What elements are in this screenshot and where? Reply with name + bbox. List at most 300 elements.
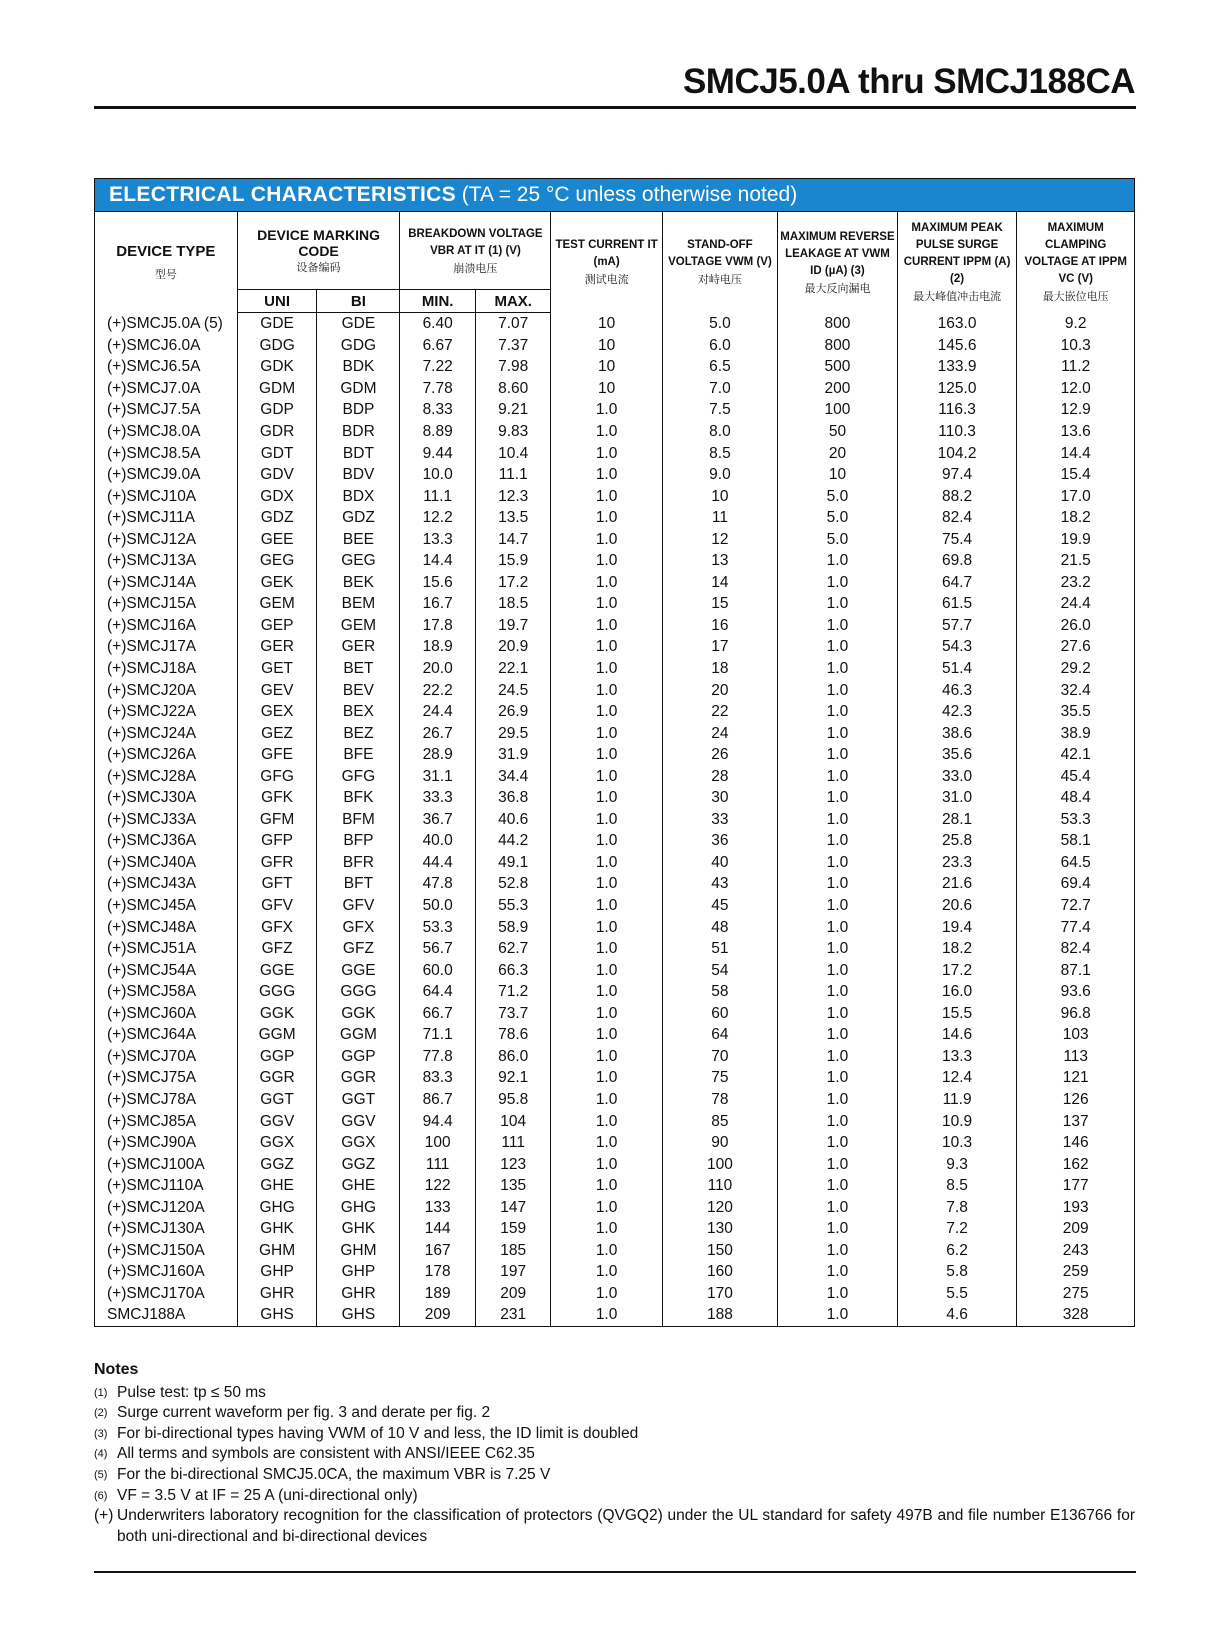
note-text: VF = 3.5 V at IF = 25 A (uni-directional only) bbox=[117, 1486, 418, 1504]
cell-marking-bi: BET bbox=[317, 658, 400, 680]
cell-marking-bi: BFK bbox=[317, 787, 400, 809]
cell-device-type: (+)SMCJ40A bbox=[95, 852, 238, 874]
cell-marking-uni: GDK bbox=[237, 356, 317, 378]
cell-device-type: (+)SMCJ7.0A bbox=[95, 378, 238, 400]
table-banner bbox=[94, 178, 1135, 211]
cell-standoff-voltage: 17 bbox=[662, 636, 777, 658]
cell-standoff-voltage: 85 bbox=[662, 1110, 777, 1132]
table-row bbox=[95, 916, 1135, 938]
cell-vbr-max: 7.37 bbox=[475, 335, 551, 357]
cell-device-type: (+)SMCJ130A bbox=[95, 1218, 238, 1240]
table-row bbox=[95, 959, 1135, 981]
cell-leakage: 1.0 bbox=[778, 981, 898, 1003]
cell-peak-pulse-current: 133.9 bbox=[897, 356, 1017, 378]
note-item bbox=[94, 1424, 1135, 1445]
table-row bbox=[95, 421, 1135, 443]
cell-vbr-max: 40.6 bbox=[475, 809, 551, 831]
cell-marking-uni: GEZ bbox=[237, 722, 317, 744]
cell-clamping-voltage: 21.5 bbox=[1017, 550, 1135, 572]
table-row bbox=[95, 615, 1135, 637]
cell-standoff-voltage: 40 bbox=[662, 852, 777, 874]
cell-marking-bi: BDK bbox=[317, 356, 400, 378]
cell-vbr-max: 12.3 bbox=[475, 485, 551, 507]
table-row bbox=[95, 507, 1135, 529]
cell-clamping-voltage: 35.5 bbox=[1017, 701, 1135, 723]
cell-leakage: 1.0 bbox=[778, 722, 898, 744]
note-item bbox=[94, 1403, 1135, 1424]
cell-device-type: (+)SMCJ28A bbox=[95, 765, 238, 787]
cell-test-current: 1.0 bbox=[551, 701, 662, 723]
cell-vbr-min: 11.1 bbox=[400, 485, 476, 507]
cell-clamping-voltage: 12.0 bbox=[1017, 378, 1135, 400]
cell-leakage: 1.0 bbox=[778, 959, 898, 981]
cell-marking-uni: GFE bbox=[237, 744, 317, 766]
cell-peak-pulse-current: 11.9 bbox=[897, 1089, 1017, 1111]
cell-vbr-max: 11.1 bbox=[475, 464, 551, 486]
table-row bbox=[95, 787, 1135, 809]
cell-test-current: 1.0 bbox=[551, 895, 662, 917]
cell-clamping-voltage: 26.0 bbox=[1017, 615, 1135, 637]
table-row bbox=[95, 1067, 1135, 1089]
cell-vbr-max: 9.21 bbox=[475, 399, 551, 421]
cell-marking-uni: GFR bbox=[237, 852, 317, 874]
cell-leakage: 1.0 bbox=[778, 1218, 898, 1240]
cell-leakage: 1.0 bbox=[778, 744, 898, 766]
cell-vbr-min: 7.22 bbox=[400, 356, 476, 378]
table-row bbox=[95, 335, 1135, 357]
cell-vbr-max: 209 bbox=[475, 1283, 551, 1305]
cell-leakage: 1.0 bbox=[778, 593, 898, 615]
cell-leakage: 10 bbox=[778, 464, 898, 486]
table-row bbox=[95, 485, 1135, 507]
cell-standoff-voltage: 15 bbox=[662, 593, 777, 615]
cell-vbr-min: 6.40 bbox=[400, 313, 476, 335]
cell-vbr-min: 28.9 bbox=[400, 744, 476, 766]
cell-marking-bi: GGK bbox=[317, 1003, 400, 1025]
cell-test-current: 1.0 bbox=[551, 507, 662, 529]
note-marker: (1) bbox=[94, 1386, 108, 1399]
cell-marking-uni: GDX bbox=[237, 485, 317, 507]
cell-test-current: 1.0 bbox=[551, 1304, 662, 1326]
cell-marking-uni: GHP bbox=[237, 1261, 317, 1283]
cell-device-type: (+)SMCJ100A bbox=[95, 1153, 238, 1175]
cell-leakage: 1.0 bbox=[778, 1261, 898, 1283]
table-row bbox=[95, 378, 1135, 400]
cell-standoff-voltage: 110 bbox=[662, 1175, 777, 1197]
cell-leakage: 1.0 bbox=[778, 1110, 898, 1132]
cell-device-type: (+)SMCJ160A bbox=[95, 1261, 238, 1283]
note-marker: (+) bbox=[94, 1507, 114, 1525]
cell-vbr-min: 40.0 bbox=[400, 830, 476, 852]
cell-standoff-voltage: 6.5 bbox=[662, 356, 777, 378]
cell-standoff-voltage: 130 bbox=[662, 1218, 777, 1240]
cell-marking-bi: GHG bbox=[317, 1196, 400, 1218]
cell-standoff-voltage: 51 bbox=[662, 938, 777, 960]
cell-clamping-voltage: 103 bbox=[1017, 1024, 1135, 1046]
cell-marking-uni: GEP bbox=[237, 615, 317, 637]
cell-peak-pulse-current: 97.4 bbox=[897, 464, 1017, 486]
table-row bbox=[95, 873, 1135, 895]
cell-marking-bi: GGP bbox=[317, 1046, 400, 1068]
cell-vbr-min: 7.78 bbox=[400, 378, 476, 400]
cell-marking-uni: GHM bbox=[237, 1240, 317, 1262]
cell-leakage: 1.0 bbox=[778, 636, 898, 658]
cell-vbr-min: 36.7 bbox=[400, 809, 476, 831]
characteristics-grid bbox=[94, 211, 1135, 1327]
cell-device-type: (+)SMCJ64A bbox=[95, 1024, 238, 1046]
table-row bbox=[95, 1261, 1135, 1283]
cell-peak-pulse-current: 18.2 bbox=[897, 938, 1017, 960]
cell-device-type: (+)SMCJ7.5A bbox=[95, 399, 238, 421]
cell-peak-pulse-current: 21.6 bbox=[897, 873, 1017, 895]
cell-test-current: 1.0 bbox=[551, 1110, 662, 1132]
cell-marking-uni: GET bbox=[237, 658, 317, 680]
cell-device-type: (+)SMCJ24A bbox=[95, 722, 238, 744]
cell-device-type: (+)SMCJ30A bbox=[95, 787, 238, 809]
cell-vbr-max: 58.9 bbox=[475, 916, 551, 938]
top-rule bbox=[94, 106, 1136, 109]
cell-test-current: 1.0 bbox=[551, 765, 662, 787]
cell-marking-uni: GGV bbox=[237, 1110, 317, 1132]
table-row bbox=[95, 572, 1135, 594]
cell-marking-uni: GGP bbox=[237, 1046, 317, 1068]
cell-clamping-voltage: 42.1 bbox=[1017, 744, 1135, 766]
cell-vbr-max: 15.9 bbox=[475, 550, 551, 572]
cell-leakage: 100 bbox=[778, 399, 898, 421]
cell-vbr-max: 26.9 bbox=[475, 701, 551, 723]
cell-marking-bi: GHE bbox=[317, 1175, 400, 1197]
header-device-type: DEVICE TYPE 型号 bbox=[95, 212, 238, 313]
cell-marking-bi: BFE bbox=[317, 744, 400, 766]
cell-test-current: 1.0 bbox=[551, 1067, 662, 1089]
cell-peak-pulse-current: 54.3 bbox=[897, 636, 1017, 658]
cell-vbr-max: 20.9 bbox=[475, 636, 551, 658]
cell-standoff-voltage: 70 bbox=[662, 1046, 777, 1068]
cell-device-type: (+)SMCJ51A bbox=[95, 938, 238, 960]
cell-clamping-voltage: 48.4 bbox=[1017, 787, 1135, 809]
cell-vbr-max: 17.2 bbox=[475, 572, 551, 594]
cell-peak-pulse-current: 33.0 bbox=[897, 765, 1017, 787]
cell-peak-pulse-current: 75.4 bbox=[897, 528, 1017, 550]
cell-test-current: 1.0 bbox=[551, 1261, 662, 1283]
cell-marking-bi: GGT bbox=[317, 1089, 400, 1111]
cell-vbr-min: 15.6 bbox=[400, 572, 476, 594]
cell-standoff-voltage: 9.0 bbox=[662, 464, 777, 486]
cell-marking-uni: GGT bbox=[237, 1089, 317, 1111]
cell-marking-bi: GGZ bbox=[317, 1153, 400, 1175]
cell-vbr-max: 49.1 bbox=[475, 852, 551, 874]
cell-vbr-max: 66.3 bbox=[475, 959, 551, 981]
table-row bbox=[95, 1046, 1135, 1068]
cell-vbr-max: 24.5 bbox=[475, 679, 551, 701]
cell-vbr-max: 123 bbox=[475, 1153, 551, 1175]
document-title: SMCJ5.0A thru SMCJ188CA bbox=[682, 62, 1135, 101]
cell-marking-uni: GFT bbox=[237, 873, 317, 895]
bottom-rule bbox=[94, 1571, 1136, 1573]
cell-marking-uni: GHK bbox=[237, 1218, 317, 1240]
cell-peak-pulse-current: 116.3 bbox=[897, 399, 1017, 421]
note-text: All terms and symbols are consistent with ANSI/IEEE C62.35 bbox=[117, 1445, 535, 1463]
cell-test-current: 1.0 bbox=[551, 1089, 662, 1111]
header-bi: BI bbox=[317, 290, 400, 313]
cell-clamping-voltage: 177 bbox=[1017, 1175, 1135, 1197]
cell-standoff-voltage: 48 bbox=[662, 916, 777, 938]
cell-peak-pulse-current: 19.4 bbox=[897, 916, 1017, 938]
cell-peak-pulse-current: 7.8 bbox=[897, 1196, 1017, 1218]
cell-marking-uni: GDP bbox=[237, 399, 317, 421]
cell-peak-pulse-current: 4.6 bbox=[897, 1304, 1017, 1326]
cell-test-current: 1.0 bbox=[551, 1240, 662, 1262]
cell-marking-bi: GER bbox=[317, 636, 400, 658]
cell-peak-pulse-current: 14.6 bbox=[897, 1024, 1017, 1046]
header-breakdown: BREAKDOWN VOLTAGE VBR AT IT (1) (V) 崩溃电压 bbox=[400, 212, 551, 290]
cell-leakage: 1.0 bbox=[778, 1003, 898, 1025]
cell-device-type: (+)SMCJ9.0A bbox=[95, 464, 238, 486]
cell-device-type: (+)SMCJ26A bbox=[95, 744, 238, 766]
table-row bbox=[95, 679, 1135, 701]
cell-device-type: (+)SMCJ43A bbox=[95, 873, 238, 895]
cell-vbr-min: 17.8 bbox=[400, 615, 476, 637]
notes-title: Notes bbox=[94, 1361, 139, 1378]
cell-leakage: 5.0 bbox=[778, 507, 898, 529]
cell-marking-bi: GHS bbox=[317, 1304, 400, 1326]
table-row bbox=[95, 593, 1135, 615]
cell-device-type: (+)SMCJ15A bbox=[95, 593, 238, 615]
cell-standoff-voltage: 8.5 bbox=[662, 442, 777, 464]
cell-device-type: (+)SMCJ78A bbox=[95, 1089, 238, 1111]
cell-leakage: 1.0 bbox=[778, 1089, 898, 1111]
cell-marking-uni: GGR bbox=[237, 1067, 317, 1089]
cell-standoff-voltage: 13 bbox=[662, 550, 777, 572]
cell-standoff-voltage: 5.0 bbox=[662, 313, 777, 335]
cell-vbr-max: 14.7 bbox=[475, 528, 551, 550]
cell-vbr-min: 13.3 bbox=[400, 528, 476, 550]
header-uni: UNI bbox=[237, 290, 317, 313]
cell-vbr-max: 71.2 bbox=[475, 981, 551, 1003]
note-item bbox=[94, 1444, 1135, 1465]
cell-marking-bi: GGV bbox=[317, 1110, 400, 1132]
cell-device-type: (+)SMCJ60A bbox=[95, 1003, 238, 1025]
cell-clamping-voltage: 113 bbox=[1017, 1046, 1135, 1068]
cell-vbr-min: 12.2 bbox=[400, 507, 476, 529]
cell-peak-pulse-current: 17.2 bbox=[897, 959, 1017, 981]
cell-peak-pulse-current: 125.0 bbox=[897, 378, 1017, 400]
cell-clamping-voltage: 209 bbox=[1017, 1218, 1135, 1240]
cell-vbr-min: 111 bbox=[400, 1153, 476, 1175]
cell-vbr-max: 52.8 bbox=[475, 873, 551, 895]
cell-test-current: 1.0 bbox=[551, 658, 662, 680]
cell-test-current: 1.0 bbox=[551, 485, 662, 507]
cell-vbr-max: 34.4 bbox=[475, 765, 551, 787]
cell-peak-pulse-current: 38.6 bbox=[897, 722, 1017, 744]
cell-clamping-voltage: 13.6 bbox=[1017, 421, 1135, 443]
cell-standoff-voltage: 75 bbox=[662, 1067, 777, 1089]
cell-marking-uni: GGG bbox=[237, 981, 317, 1003]
cell-standoff-voltage: 6.0 bbox=[662, 335, 777, 357]
cell-marking-uni: GEX bbox=[237, 701, 317, 723]
header-standoff: STAND-OFF VOLTAGE VWM (V) 对峙电压 bbox=[662, 212, 777, 313]
cell-marking-uni: GFM bbox=[237, 809, 317, 831]
cell-marking-uni: GEG bbox=[237, 550, 317, 572]
note-item bbox=[94, 1506, 1135, 1547]
cell-test-current: 1.0 bbox=[551, 421, 662, 443]
cell-vbr-min: 209 bbox=[400, 1304, 476, 1326]
cell-marking-bi: GEM bbox=[317, 615, 400, 637]
table-row bbox=[95, 938, 1135, 960]
cell-vbr-max: 185 bbox=[475, 1240, 551, 1262]
cell-device-type: (+)SMCJ5.0A (5) bbox=[95, 313, 238, 335]
cell-marking-bi: BDR bbox=[317, 421, 400, 443]
cell-standoff-voltage: 100 bbox=[662, 1153, 777, 1175]
cell-vbr-max: 159 bbox=[475, 1218, 551, 1240]
cell-vbr-min: 22.2 bbox=[400, 679, 476, 701]
cell-clamping-voltage: 9.2 bbox=[1017, 313, 1135, 335]
cell-device-type: (+)SMCJ75A bbox=[95, 1067, 238, 1089]
banner-title: ELECTRICAL CHARACTERISTICS bbox=[109, 183, 456, 206]
cell-peak-pulse-current: 20.6 bbox=[897, 895, 1017, 917]
cell-device-type: (+)SMCJ120A bbox=[95, 1196, 238, 1218]
cell-clamping-voltage: 121 bbox=[1017, 1067, 1135, 1089]
cell-device-type: (+)SMCJ36A bbox=[95, 830, 238, 852]
cell-standoff-voltage: 160 bbox=[662, 1261, 777, 1283]
cell-clamping-voltage: 15.4 bbox=[1017, 464, 1135, 486]
cell-vbr-min: 6.67 bbox=[400, 335, 476, 357]
table-row bbox=[95, 1024, 1135, 1046]
table-row bbox=[95, 442, 1135, 464]
cell-clamping-voltage: 77.4 bbox=[1017, 916, 1135, 938]
cell-marking-bi: GFZ bbox=[317, 938, 400, 960]
cell-marking-bi: BDP bbox=[317, 399, 400, 421]
cell-device-type: (+)SMCJ17A bbox=[95, 636, 238, 658]
cell-leakage: 1.0 bbox=[778, 873, 898, 895]
cell-device-type: (+)SMCJ45A bbox=[95, 895, 238, 917]
table-row bbox=[95, 464, 1135, 486]
cell-vbr-min: 33.3 bbox=[400, 787, 476, 809]
cell-marking-bi: BDV bbox=[317, 464, 400, 486]
cell-vbr-min: 77.8 bbox=[400, 1046, 476, 1068]
table-row bbox=[95, 809, 1135, 831]
cell-vbr-max: 55.3 bbox=[475, 895, 551, 917]
cell-vbr-max: 231 bbox=[475, 1304, 551, 1326]
cell-leakage: 1.0 bbox=[778, 1046, 898, 1068]
cell-device-type: (+)SMCJ10A bbox=[95, 485, 238, 507]
note-marker: (2) bbox=[94, 1407, 108, 1420]
cell-standoff-voltage: 7.5 bbox=[662, 399, 777, 421]
cell-marking-uni: GGX bbox=[237, 1132, 317, 1154]
cell-peak-pulse-current: 23.3 bbox=[897, 852, 1017, 874]
cell-test-current: 1.0 bbox=[551, 636, 662, 658]
cell-test-current: 1.0 bbox=[551, 1175, 662, 1197]
cell-leakage: 1.0 bbox=[778, 1196, 898, 1218]
cell-test-current: 1.0 bbox=[551, 572, 662, 594]
cell-standoff-voltage: 28 bbox=[662, 765, 777, 787]
electrical-characteristics-table bbox=[94, 178, 1135, 1327]
cell-test-current: 10 bbox=[551, 335, 662, 357]
cell-vbr-max: 9.83 bbox=[475, 421, 551, 443]
cell-test-current: 1.0 bbox=[551, 959, 662, 981]
table-row bbox=[95, 1283, 1135, 1305]
table-row bbox=[95, 313, 1135, 335]
cell-test-current: 1.0 bbox=[551, 787, 662, 809]
cell-vbr-max: 104 bbox=[475, 1110, 551, 1132]
header-min: MIN. bbox=[400, 290, 476, 313]
cell-leakage: 1.0 bbox=[778, 852, 898, 874]
cell-device-type: (+)SMCJ33A bbox=[95, 809, 238, 831]
cell-standoff-voltage: 54 bbox=[662, 959, 777, 981]
header-marking: DEVICE MARKING CODE 设备编码 bbox=[237, 212, 400, 290]
note-text: For the bi-directional SMCJ5.0CA, the maximum VBR is 7.25 V bbox=[117, 1465, 551, 1483]
note-marker: (4) bbox=[94, 1448, 108, 1461]
cell-leakage: 50 bbox=[778, 421, 898, 443]
table-row bbox=[95, 1089, 1135, 1111]
cell-clamping-voltage: 137 bbox=[1017, 1110, 1135, 1132]
cell-vbr-min: 53.3 bbox=[400, 916, 476, 938]
notes-list bbox=[94, 1383, 1135, 1548]
note-marker: (5) bbox=[94, 1468, 108, 1481]
cell-peak-pulse-current: 88.2 bbox=[897, 485, 1017, 507]
cell-peak-pulse-current: 7.2 bbox=[897, 1218, 1017, 1240]
cell-vbr-min: 50.0 bbox=[400, 895, 476, 917]
cell-clamping-voltage: 146 bbox=[1017, 1132, 1135, 1154]
cell-marking-uni: GDM bbox=[237, 378, 317, 400]
cell-leakage: 1.0 bbox=[778, 809, 898, 831]
cell-peak-pulse-current: 31.0 bbox=[897, 787, 1017, 809]
cell-clamping-voltage: 243 bbox=[1017, 1240, 1135, 1262]
cell-vbr-max: 78.6 bbox=[475, 1024, 551, 1046]
cell-test-current: 1.0 bbox=[551, 1003, 662, 1025]
cell-marking-bi: BDT bbox=[317, 442, 400, 464]
cell-device-type: (+)SMCJ170A bbox=[95, 1283, 238, 1305]
cell-standoff-voltage: 120 bbox=[662, 1196, 777, 1218]
table-row bbox=[95, 658, 1135, 680]
cell-vbr-min: 100 bbox=[400, 1132, 476, 1154]
note-text: Surge current waveform per fig. 3 and derate per fig. 2 bbox=[117, 1404, 491, 1422]
cell-marking-uni: GEM bbox=[237, 593, 317, 615]
cell-leakage: 800 bbox=[778, 313, 898, 335]
cell-device-type: (+)SMCJ11A bbox=[95, 507, 238, 529]
table-row bbox=[95, 356, 1135, 378]
cell-vbr-max: 7.98 bbox=[475, 356, 551, 378]
cell-clamping-voltage: 29.2 bbox=[1017, 658, 1135, 680]
cell-vbr-max: 147 bbox=[475, 1196, 551, 1218]
cell-test-current: 1.0 bbox=[551, 615, 662, 637]
cell-standoff-voltage: 30 bbox=[662, 787, 777, 809]
notes-section bbox=[94, 1360, 1135, 1547]
cell-leakage: 200 bbox=[778, 378, 898, 400]
cell-standoff-voltage: 12 bbox=[662, 528, 777, 550]
cell-standoff-voltage: 60 bbox=[662, 1003, 777, 1025]
cell-standoff-voltage: 26 bbox=[662, 744, 777, 766]
cell-test-current: 1.0 bbox=[551, 442, 662, 464]
cell-peak-pulse-current: 145.6 bbox=[897, 335, 1017, 357]
cell-marking-bi: BEK bbox=[317, 572, 400, 594]
table-row bbox=[95, 852, 1135, 874]
table-row bbox=[95, 1175, 1135, 1197]
cell-marking-uni: GDR bbox=[237, 421, 317, 443]
cell-clamping-voltage: 193 bbox=[1017, 1196, 1135, 1218]
cell-vbr-max: 92.1 bbox=[475, 1067, 551, 1089]
cell-leakage: 1.0 bbox=[778, 895, 898, 917]
cell-clamping-voltage: 126 bbox=[1017, 1089, 1135, 1111]
cell-test-current: 1.0 bbox=[551, 1218, 662, 1240]
cell-clamping-voltage: 38.9 bbox=[1017, 722, 1135, 744]
cell-peak-pulse-current: 10.3 bbox=[897, 1132, 1017, 1154]
cell-standoff-voltage: 20 bbox=[662, 679, 777, 701]
cell-clamping-voltage: 14.4 bbox=[1017, 442, 1135, 464]
cell-marking-uni: GER bbox=[237, 636, 317, 658]
cell-clamping-voltage: 24.4 bbox=[1017, 593, 1135, 615]
cell-clamping-voltage: 87.1 bbox=[1017, 959, 1135, 981]
